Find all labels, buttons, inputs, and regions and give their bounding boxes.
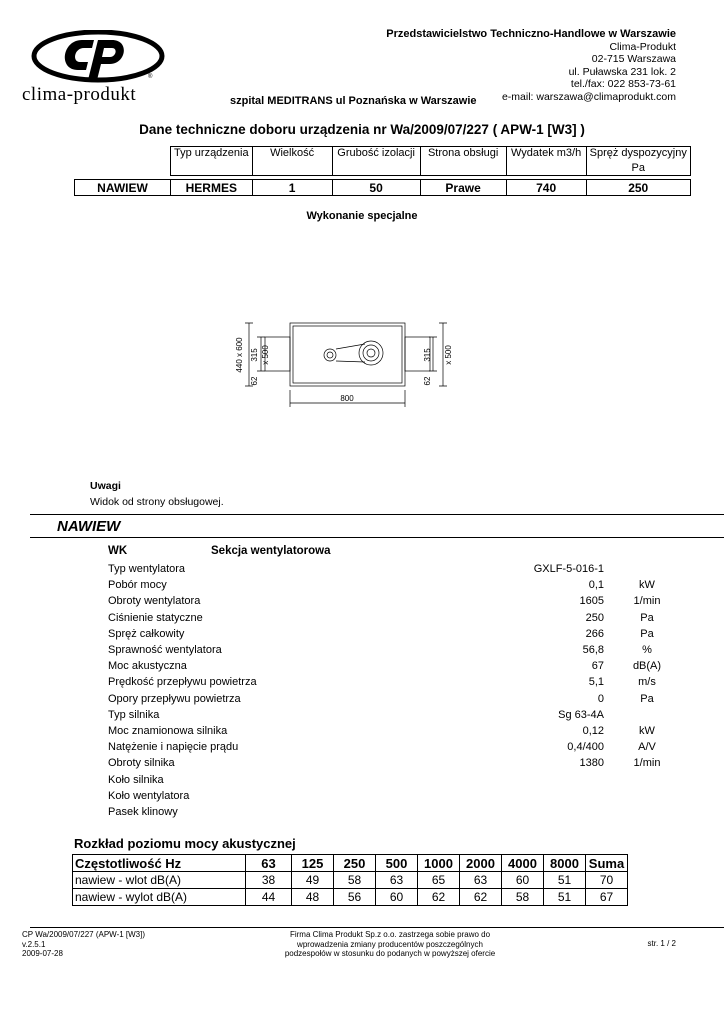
level-cell: 58 (502, 889, 544, 906)
footer-disclaimer-line: Firma Clima Produkt Sp.z o.o. zastrzega sobie prawo do (289, 930, 491, 939)
dim-label: 315 (250, 348, 259, 362)
param-label: Koło wentylatora (108, 789, 190, 802)
frequency-cell: 500 (376, 855, 418, 872)
header-unit: Pa (586, 161, 690, 176)
header-cell: Strona obsługi (420, 147, 506, 162)
unit-drawing (225, 315, 460, 415)
level-cell: 38 (246, 872, 292, 889)
level-cell: 65 (418, 872, 460, 889)
frequency-cell: 250 (334, 855, 376, 872)
value-cell: Prawe (420, 180, 506, 196)
param-unit: kW (639, 579, 655, 592)
special-version-heading: Wykonanie specjalne (306, 210, 418, 222)
document-title: Dane techniczne doboru urządzenia nr Wa/2009/07/227 ( APW-1 [W3] ) (139, 122, 585, 137)
footer-divider (30, 927, 724, 928)
dim-label: x 500 (261, 345, 270, 365)
dim-label: x 500 (444, 345, 453, 365)
level-cell: 60 (502, 872, 544, 889)
value-cell: 1 (252, 180, 332, 196)
value-cell: NAWIEW (75, 180, 171, 196)
notes-heading: Uwagi (90, 480, 121, 492)
param-label: Obroty wentylatora (108, 595, 201, 608)
frequency-cell: 1000 (418, 855, 460, 872)
frequency-cell: 63 (246, 855, 292, 872)
dim-label: 62 (250, 376, 259, 386)
param-unit: 1/min (633, 757, 661, 770)
level-cell: 67 (586, 889, 628, 906)
footer-left (22, 930, 145, 959)
param-label: Natężenie i napięcie prądu (108, 741, 239, 754)
param-label: Pasek klinowy (108, 806, 178, 818)
level-cell: 56 (334, 889, 376, 906)
row-label: nawiew - wylot dB(A) (73, 889, 246, 906)
level-cell: 63 (460, 872, 502, 889)
frequency-header: Częstotliwość Hz (73, 855, 246, 872)
level-cell: 51 (544, 872, 586, 889)
param-value: Sg 63-4A (558, 708, 604, 721)
param-label: Moc znamionowa silnika (108, 725, 228, 737)
header-cell: Wielkość (252, 147, 332, 162)
company-line: Clima-Produkt (609, 40, 676, 53)
page-number: str. 1 / 2 (647, 939, 676, 948)
param-unit: Pa (640, 611, 654, 624)
header-cell: Wydatek m3/h (506, 147, 586, 162)
level-cell: 62 (460, 889, 502, 906)
param-value: 0,4/400 (567, 741, 604, 754)
dim-label: 62 (423, 376, 432, 386)
param-label: Typ wentylatora (108, 563, 186, 575)
param-value: 67 (591, 660, 604, 673)
param-value: 266 (585, 627, 604, 640)
header-cell: Typ urządzenia (171, 147, 253, 162)
value-cell: 250 (586, 180, 690, 196)
divider (30, 514, 724, 515)
param-value: 0 (597, 692, 604, 705)
param-value: 56,8 (582, 644, 604, 656)
value-cell: 740 (506, 180, 586, 196)
param-label: Prędkość przepływu powietrza (108, 676, 257, 689)
param-unit: dB(A) (632, 660, 662, 673)
footer-disclaimer-line: wprowadzenia zmiany producentów poszczególnych (297, 939, 483, 949)
level-cell: 49 (292, 872, 334, 889)
project-name: szpital MEDITRANS ul Poznańska w Warszawie (230, 95, 477, 107)
dim-label: 315 (423, 348, 432, 362)
level-cell: 70 (586, 872, 628, 889)
footer-doc-id: CP Wa/2009/07/227 (APW-1 [W3]) (22, 930, 146, 939)
frequency-cell: 125 (292, 855, 334, 872)
param-value: 1380 (579, 757, 604, 770)
footer-disclaimer-line: podzespołów w stosunku do podanych w powyższej ofercie (284, 949, 496, 958)
level-cell: 48 (292, 889, 334, 906)
component-name: Sekcja wentylatorowa (211, 545, 331, 557)
svg-text:®: ® (148, 74, 153, 80)
param-label: Moc akustyczna (108, 660, 187, 673)
param-value: GXLF-5-016-1 (533, 563, 604, 575)
param-label: Opory przepływu powietrza (108, 692, 241, 705)
param-label: Obroty silnika (108, 757, 175, 770)
divider (30, 537, 724, 538)
header-cell: Grubość izolacji (332, 147, 420, 162)
param-unit: Pa (640, 627, 654, 640)
logo-text: clima-produkt (22, 84, 137, 105)
level-cell: 62 (418, 889, 460, 906)
param-unit: Pa (640, 692, 654, 705)
level-cell: 63 (376, 872, 418, 889)
param-unit: kW (639, 725, 655, 737)
acoustic-table (72, 854, 628, 906)
value-cell: 50 (332, 180, 420, 196)
acoustic-title: Rozkład poziomu mocy akustycznej (74, 836, 296, 851)
dim-label: 800 (340, 394, 354, 403)
footer-version: v.2.5.1 (22, 939, 46, 949)
param-label: Koło silnika (108, 773, 164, 786)
frequency-cell: 2000 (460, 855, 502, 872)
param-value: 250 (585, 611, 604, 624)
component-code: WK (108, 545, 128, 557)
company-email[interactable]: e-mail: warszawa@climaprodukt.com (501, 90, 676, 103)
level-cell: 44 (246, 889, 292, 906)
level-cell: 58 (334, 872, 376, 889)
param-unit: % (642, 644, 652, 656)
param-unit: A/V (638, 741, 656, 754)
param-label: Spręż całkowity (108, 627, 185, 640)
company-line: ul. Puławska 231 lok. 2 (568, 65, 676, 78)
dim-label: 440 x 600 (235, 337, 244, 373)
spec-table (74, 146, 691, 196)
company-line: tel./fax: 022 853-73-61 (570, 78, 676, 90)
company-line: 02-715 Warszawa (591, 53, 676, 65)
level-cell: 51 (544, 889, 586, 906)
level-cell: 60 (376, 889, 418, 906)
param-value: 0,1 (588, 579, 604, 592)
footer-disclaimer (250, 930, 530, 959)
header-cell: Spręż dyspozycyjny (586, 147, 690, 162)
notes-text: Widok od strony obsługowej. (90, 496, 224, 508)
param-label: Ciśnienie statyczne (108, 611, 203, 624)
param-value: 1605 (579, 595, 604, 608)
param-label: Pobór mocy (108, 579, 167, 592)
value-cell: HERMES (171, 180, 253, 196)
company-header (386, 28, 676, 103)
footer-date: 2009-07-28 (22, 949, 63, 958)
row-label: nawiew - wlot dB(A) (73, 872, 246, 889)
section-title: NAWIEW (57, 518, 121, 535)
param-value: 0,12 (582, 725, 604, 737)
param-label: Typ silnika (108, 708, 160, 721)
param-label: Sprawność wentylatora (108, 644, 222, 656)
frequency-cell: 4000 (502, 855, 544, 872)
param-value: 5,1 (588, 676, 604, 689)
frequency-cell: Suma (586, 855, 628, 872)
param-unit: 1/min (633, 595, 661, 608)
param-unit: m/s (638, 676, 656, 689)
frequency-cell: 8000 (544, 855, 586, 872)
company-title: Przedstawicielstwo Techniczno-Handlowe w Warszawie (386, 28, 676, 40)
